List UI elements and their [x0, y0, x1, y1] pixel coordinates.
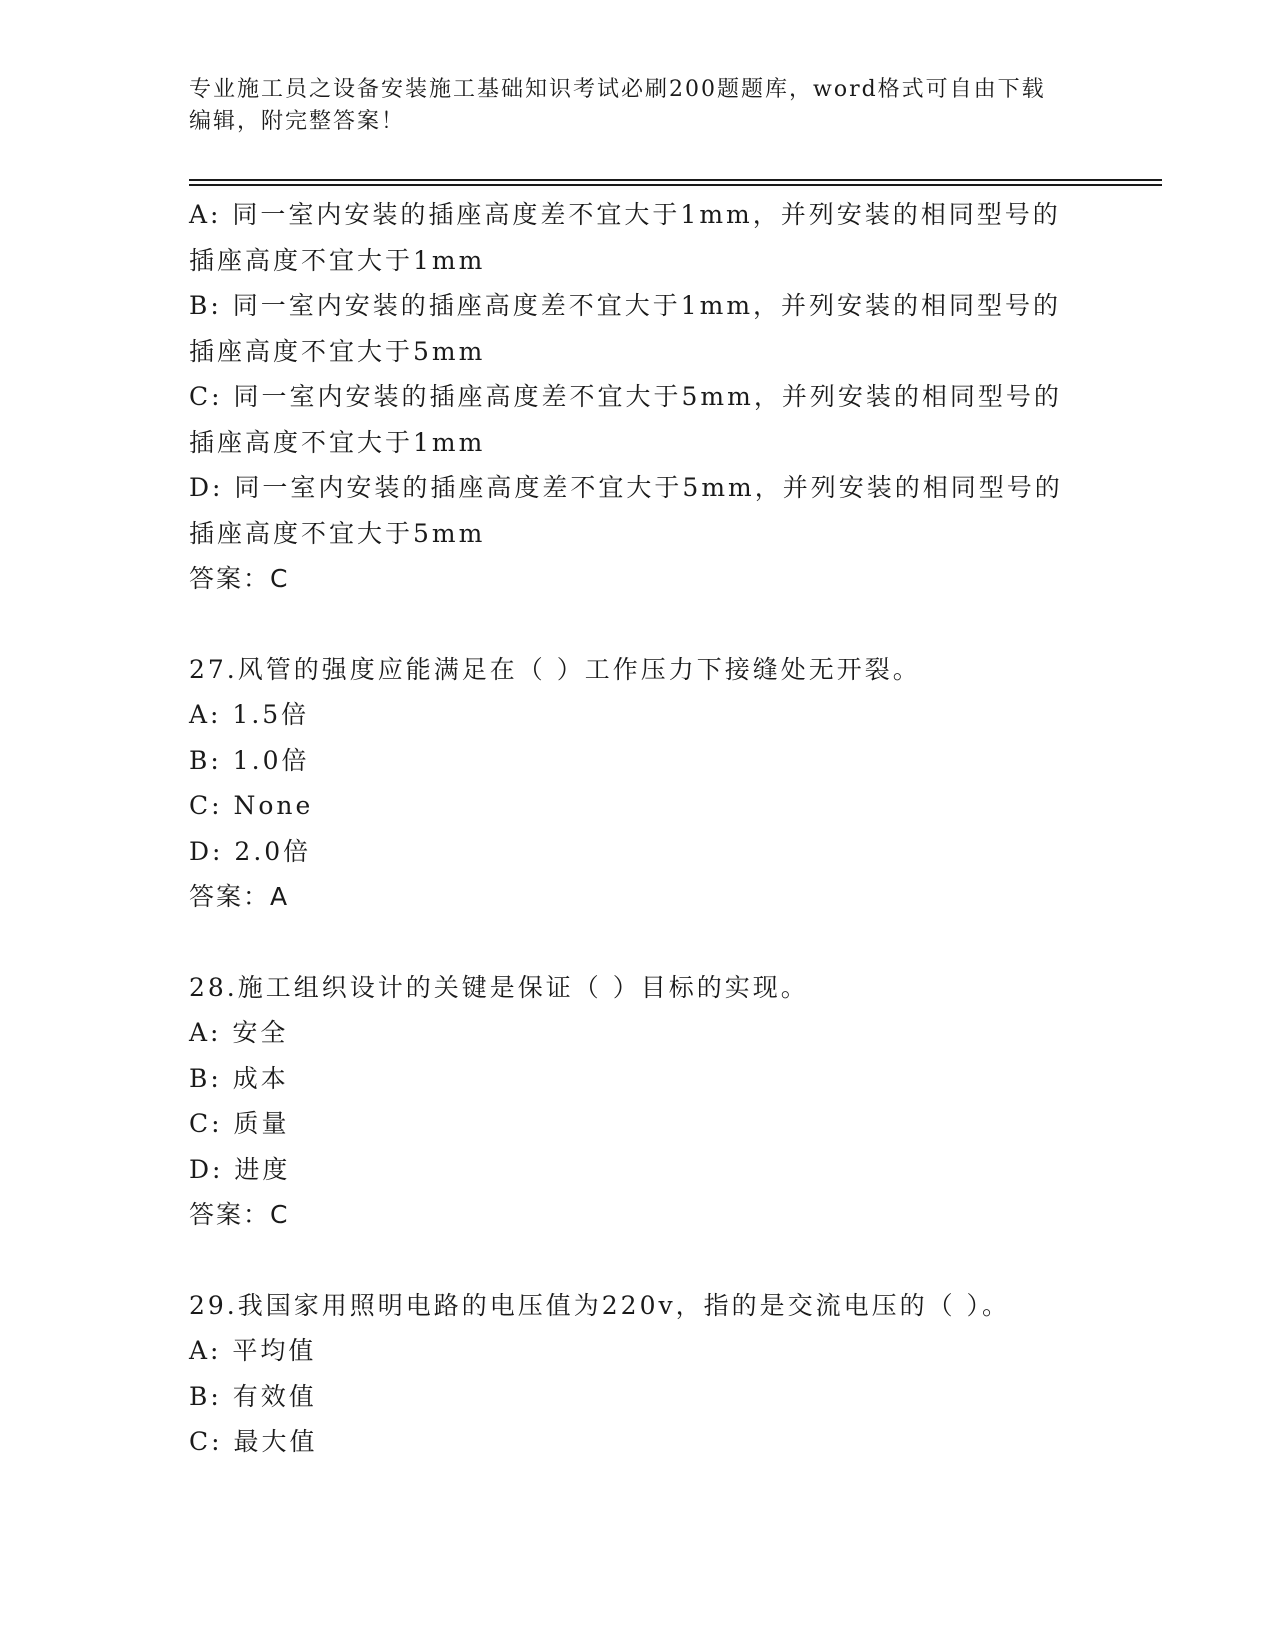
q26-option-a-line-2: 插座高度不宜大于1mm: [189, 245, 486, 275]
question-28: [189, 965, 1089, 1238]
q26-answer: 答案：C: [189, 564, 290, 593]
header-title-line-1: 专业施工员之设备安装施工基础知识考试必刷200题题库，word格式可自由下载: [189, 77, 1046, 102]
question-29: [189, 1283, 1089, 1465]
q27-option-d: D: 2.0倍: [189, 836, 312, 866]
q26-option-b-line-1: B: 同一室内安装的插座高度差不宜大于1mm，并列安装的相同型号的: [189, 291, 1062, 320]
q27-option-c: C: None: [189, 791, 314, 820]
q27-answer: 答案：A: [189, 882, 290, 911]
header-title-line-2: 编辑，附完整答案！: [189, 109, 406, 134]
question-26: [189, 192, 1089, 602]
q29-option-b: B: 有效值: [189, 1381, 317, 1411]
q28-option-d: D: 进度: [189, 1154, 291, 1184]
q26-option-d-line-2: 插座高度不宜大于5mm: [189, 518, 486, 548]
q26-option-a-line-1: A: 同一室内安装的插座高度差不宜大于1mm，并列安装的相同型号的: [189, 200, 1061, 229]
q26-option-c-line-2: 插座高度不宜大于1mm: [189, 427, 486, 457]
q27-question-text: 27.风管的强度应能满足在（ ）工作压力下接缝处无开裂。: [189, 654, 921, 684]
question-list: [189, 192, 1089, 1465]
header-divider-bottom: [189, 184, 1162, 186]
q26-option-c-line-1: C: 同一室内安装的插座高度差不宜大于5mm，并列安装的相同型号的: [189, 382, 1062, 411]
q27-option-a: A: 1.5倍: [189, 700, 310, 729]
q28-option-a: A: 安全: [189, 1018, 289, 1047]
document-header: [189, 74, 1089, 138]
q26-option-b-line-2: 插座高度不宜大于5mm: [189, 336, 486, 366]
q29-option-a: A: 平均值: [189, 1336, 317, 1365]
spacer: [189, 602, 1089, 647]
q29-question-text: 29.我国家用照明电路的电压值为220v，指的是交流电压的（ ）。: [189, 1290, 1011, 1320]
spacer: [189, 920, 1089, 965]
q27-option-b: B: 1.0倍: [189, 745, 310, 775]
header-divider-top: [189, 179, 1162, 181]
q28-option-c: C: 质量: [189, 1109, 290, 1138]
q28-question-text: 28.施工组织设计的关键是保证（ ）目标的实现。: [189, 972, 809, 1002]
question-27: [189, 647, 1089, 920]
q28-answer: 答案：C: [189, 1200, 290, 1229]
spacer: [189, 1238, 1089, 1283]
q28-option-b: B: 成本: [189, 1063, 289, 1093]
q26-option-d-line-1: D: 同一室内安装的插座高度差不宜大于5mm，并列安装的相同型号的: [189, 473, 1063, 502]
q29-option-c: C: 最大值: [189, 1427, 318, 1456]
